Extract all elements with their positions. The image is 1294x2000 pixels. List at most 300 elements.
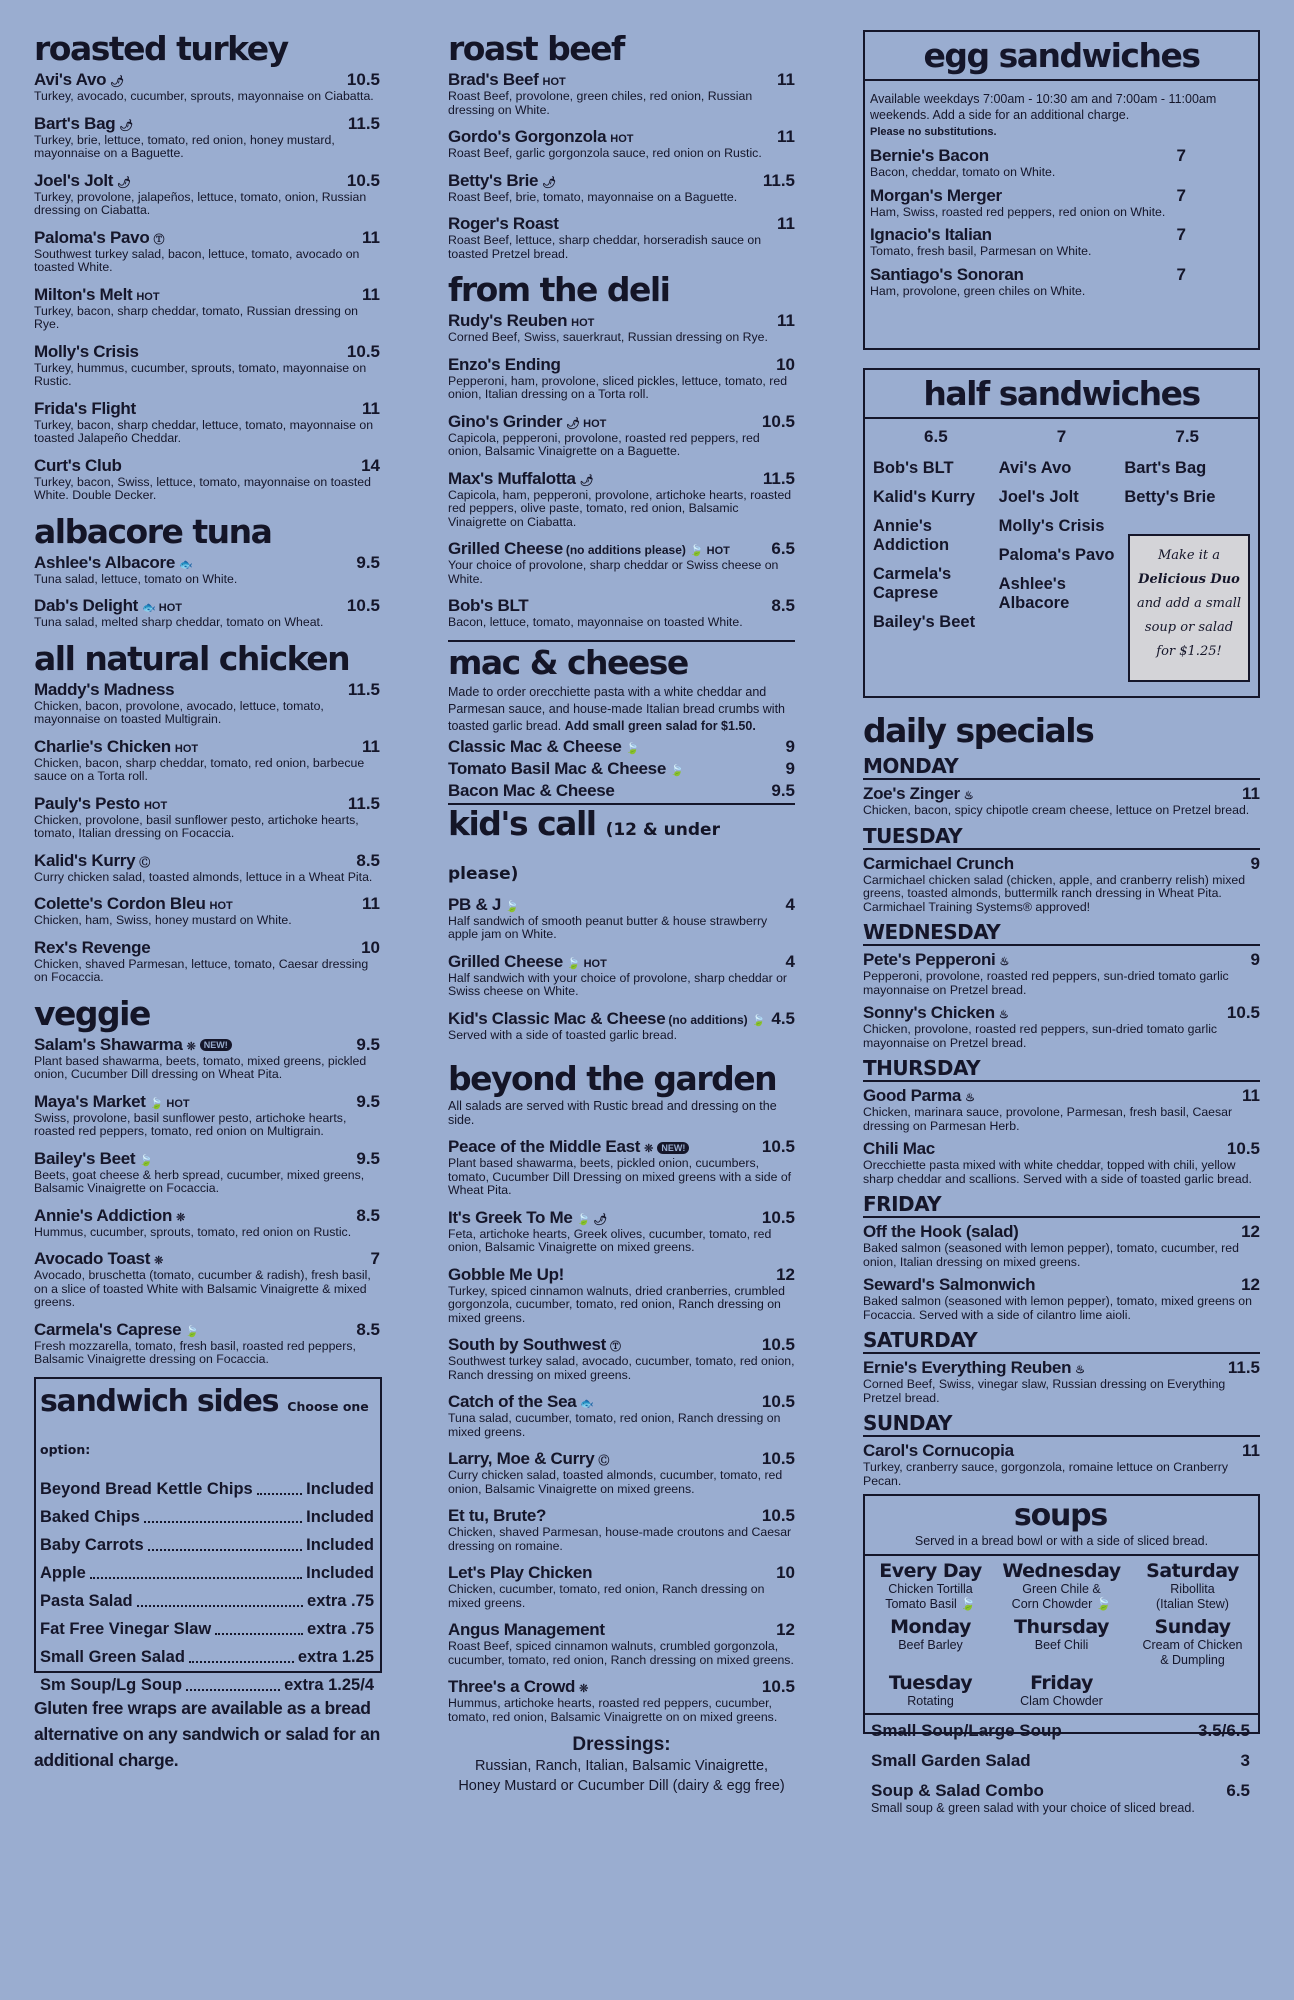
menu-item <box>863 950 1260 997</box>
menu-item <box>863 1275 1260 1322</box>
menu-item-header <box>34 596 380 616</box>
veg-icon: 🍃 <box>669 764 684 777</box>
mac-item <box>448 759 795 779</box>
delicious-duo-callout: Make it a Delicious Duo and add a small soup or salad for $1.25! <box>1128 534 1250 682</box>
egg-list <box>870 146 1248 298</box>
menu-item-title <box>448 1009 765 1029</box>
menu-item-name: Zoe's Zinger <box>863 784 960 803</box>
menu-item-price: 11 <box>777 70 795 89</box>
menu-item-header <box>34 342 380 362</box>
menu-item-title <box>448 1677 588 1697</box>
menu-item-name: PB & J <box>448 894 501 914</box>
menu-item <box>34 456 380 503</box>
soup-name-2: & Dumpling <box>1160 1653 1225 1667</box>
menu-item-price: 10.5 <box>761 1449 795 1468</box>
menu-item-header <box>448 214 795 234</box>
menu-item-description: Roast Beef, brie, tomato, mayonnaise on a Baguette. <box>448 189 738 204</box>
section-deli <box>448 271 795 630</box>
half-price: 7.5 <box>1175 427 1199 446</box>
half-column <box>999 427 1125 642</box>
menu-item-description: Pepperoni, provolone, roasted red peppers, sun-dried tomato garlic mayonnaise on Pretzel bread. <box>863 969 1229 997</box>
menu-item-description: Capicola, pepperoni, provolone, roasted red peppers, red onion, Balsamic Vinaigrette on a Baguette. <box>448 430 760 458</box>
item-list <box>34 553 380 630</box>
column-left <box>34 30 380 1773</box>
menu-item-title <box>448 1137 689 1157</box>
menu-item-price: 12 <box>1241 1222 1260 1241</box>
menu-item-price: 7 <box>1176 225 1186 244</box>
menu-item-header <box>863 1003 1260 1023</box>
menu-item <box>448 355 795 402</box>
dot-leader <box>189 1643 294 1663</box>
menu-item-price: 10 <box>776 354 795 374</box>
menu-item-header <box>448 127 795 147</box>
menu-item-header <box>34 70 380 90</box>
side-row <box>40 1587 374 1615</box>
diet-icon: 🌶 HOT <box>566 417 607 430</box>
side-name: Sm Soup/Lg Soup <box>40 1675 183 1694</box>
dressings-title: Dressings: <box>572 1734 671 1755</box>
side-price: Included <box>306 1563 374 1582</box>
mac-item <box>448 737 795 757</box>
half-item: Paloma's Pavo <box>998 546 1115 564</box>
menu-item-title <box>34 1149 153 1169</box>
soup-cell <box>996 1560 1127 1612</box>
diet-icon: HOT <box>209 900 233 912</box>
menu-item-price: 11.5 <box>762 468 795 488</box>
menu-item <box>34 1249 380 1310</box>
menu-item-description: Avocado, bruschetta (tomato, cucumber & radish), fresh basil, on a slice of toasted White with Balsamic Vinaigrette & mixed greens. <box>34 1268 371 1309</box>
menu-item-title <box>448 1208 607 1228</box>
menu-item-title <box>863 854 1014 874</box>
soup-cell <box>865 1672 996 1709</box>
menu-item-price: 10.5 <box>761 1207 795 1227</box>
menu-item-title <box>34 70 124 90</box>
menu-item <box>34 851 380 885</box>
menu-item <box>34 171 380 218</box>
soup-name: Beef Barley <box>898 1638 963 1652</box>
menu-item-price: 11 <box>1242 1441 1260 1460</box>
soup-cell <box>1127 1560 1258 1612</box>
menu-item-description: Hummus, cucumber, sprouts, tomato, red onion on Rustic. <box>34 1224 352 1239</box>
menu-item-header <box>448 1009 795 1029</box>
menu-item-header <box>34 399 380 419</box>
menu-item <box>34 938 380 985</box>
menu-item-name: Frida's Flight <box>34 398 136 418</box>
menu-item-name: Avocado Toast <box>34 1249 151 1268</box>
section-title: all natural chicken <box>34 638 350 678</box>
item-list <box>34 680 380 985</box>
menu-item-header <box>34 285 380 305</box>
menu-item <box>863 1222 1260 1269</box>
soup-price-row <box>871 1751 1250 1771</box>
menu-item-name: Kid's Classic Mac & Cheese <box>448 1008 666 1028</box>
menu-item <box>448 952 795 999</box>
diet-icon: 🍃 <box>505 900 519 913</box>
menu-item-header <box>870 265 1248 285</box>
half-item: Carmela's Caprese <box>873 565 952 602</box>
menu-item-description: Turkey, hummus, cucumber, sprouts, tomato, mayonnaise on Rustic. <box>34 360 367 388</box>
menu-item-name: Let's Play Chicken <box>448 1563 593 1582</box>
mac-item-name: Bacon Mac & Cheese <box>448 780 615 800</box>
menu-item-name: Charlie's Chicken <box>34 736 171 756</box>
menu-item-name: Ignacio's Italian <box>870 225 992 244</box>
menu-item-title <box>870 265 1024 285</box>
menu-item <box>448 1208 795 1255</box>
half-title: half sandwiches <box>865 374 1258 419</box>
menu-item <box>448 1335 795 1382</box>
soup-cell <box>865 1560 996 1612</box>
soup-day: Thursday <box>1014 1616 1109 1638</box>
menu-item-description: Roast Beef, provolone, green chiles, red onion, Russian dressing on White. <box>448 89 753 117</box>
menu-item-name: Gobble Me Up! <box>448 1264 565 1284</box>
menu-item-name: Off the Hook (salad) <box>863 1222 1019 1241</box>
menu-item-description: Capicola, ham, pepperoni, provolone, artichoke hearts, roasted red peppers, olive paste, tomato, red onion, Balsamic Vinaigrette on Ciabatta. <box>448 487 792 529</box>
side-price: Included <box>306 1535 374 1554</box>
menu-item-name: Maya's Market <box>34 1091 146 1111</box>
menu-item <box>863 1003 1260 1050</box>
menu-item <box>448 596 795 630</box>
half-price: 7 <box>1056 427 1067 446</box>
menu-item-header <box>863 784 1260 804</box>
diet-icon: 🍃 <box>139 1154 153 1167</box>
half-item: Molly's Crisis <box>998 517 1105 535</box>
menu-item-price: 4.5 <box>771 1008 795 1028</box>
menu-item <box>448 539 795 586</box>
menu-item-name: Bob's BLT <box>448 596 529 615</box>
menu-item-description: Orecchiette pasta mixed with white cheddar, topped with chili, yellow sharp cheddar and scallions. Served with a side of toasted garlic bread. <box>863 1158 1252 1186</box>
menu-item-price: 10.5 <box>346 70 380 89</box>
menu-item-header <box>34 1092 380 1112</box>
menu-item-name: Avi's Avo <box>34 70 107 89</box>
menu-item-name: Maddy's Madness <box>34 679 175 699</box>
soup-cell <box>1127 1616 1258 1668</box>
menu-item-header <box>34 171 380 191</box>
menu-item-title <box>448 412 606 432</box>
soup-name: Rotating <box>907 1694 954 1708</box>
menu-item <box>448 311 795 345</box>
menu-item-description: Southwest turkey salad, avocado, cucumber, tomato, red onion, Ranch dressing on mixed greens. <box>448 1354 795 1382</box>
menu-item-title <box>863 784 974 804</box>
mac-note: Made to order orecchiette pasta with a white cheddar and Parmesan sauce, and house-made Italian bread crumbs with toasted garlic bread. Add small green salad for $1.50. <box>448 684 785 733</box>
menu-item-description: Turkey, spiced cinnamon walnuts, dried cranberries, crumbled gorgonzola, cucumber, tomato, red onion, Ranch dressing on mixed greens. <box>448 1283 785 1325</box>
side-name: Baby Carrots <box>40 1535 144 1554</box>
menu-item-name: Seward's Salmonwich <box>863 1275 1036 1294</box>
menu-item-description: Half sandwich with your choice of provolone, sharp cheddar or Swiss cheese on White. <box>448 970 788 998</box>
menu-item <box>870 225 1248 259</box>
menu-item-title <box>34 285 160 305</box>
section-daily-specials <box>863 712 1260 1488</box>
half-column <box>873 427 999 642</box>
menu-item-description: Turkey, bacon, Swiss, lettuce, tomato, mayonnaise on toasted White. Double Decker. <box>34 474 371 502</box>
menu-item-title <box>448 1335 621 1355</box>
garden-title: beyond the garden <box>448 1059 777 1098</box>
menu-item-title <box>34 456 122 476</box>
menu-item-price: 10.5 <box>761 411 795 431</box>
menu-item-header <box>448 1563 795 1583</box>
menu-item-description: Turkey, bacon, sharp cheddar, lettuce, tomato, mayonnaise on toasted Jalapeño Cheddar. <box>34 417 374 445</box>
menu-item-price: 9 <box>1250 853 1260 873</box>
menu-item-description: Chicken, shaved Parmesan, house-made croutons and Caesar dressing on romaine. <box>448 1525 792 1553</box>
menu-item-note: (no additions) <box>668 1012 748 1027</box>
menu-item-title <box>34 1249 163 1269</box>
menu-item-title <box>448 1392 594 1412</box>
diet-icon: 🍃 HOT <box>149 1097 190 1110</box>
sides-list <box>40 1475 374 1699</box>
menu-item-title <box>448 1506 546 1526</box>
menu-item-price: 10.5 <box>761 1506 795 1525</box>
mac-item-price: 9 <box>785 758 795 778</box>
kids-title: kid's call (12 & under please) <box>448 803 720 884</box>
menu-item-description: Beets, goat cheese & herb spread, cucumber, mixed greens, Balsamic Vinaigrette on Focaccia. <box>34 1167 365 1195</box>
menu-item-price: 11 <box>362 227 380 247</box>
mac-item-name: Classic Mac & Cheese <box>448 736 622 756</box>
menu-item <box>448 1009 795 1043</box>
section-mac-cheese <box>448 640 795 801</box>
dot-leader <box>137 1587 303 1607</box>
diet-icon: HOT <box>610 133 634 145</box>
side-row <box>40 1531 374 1559</box>
soups-note: Served in a bread bowl or with a side of sliced bread. <box>865 1534 1258 1556</box>
menu-item-header <box>448 1392 795 1412</box>
menu-item-header <box>34 114 380 134</box>
diet-icon: ♨ <box>999 956 1010 968</box>
soup-cell <box>865 1616 996 1668</box>
menu-item-description: Tomato, fresh basil, Parmesan on White. <box>870 244 1092 258</box>
dot-leader <box>148 1531 303 1551</box>
diet-icon: 🍃 HOT <box>566 957 607 970</box>
section-chicken <box>34 640 380 985</box>
section-veggie <box>34 995 380 1367</box>
menu-item-price: 11.5 <box>1227 1358 1260 1377</box>
menu-item-description: Roast Beef, lettuce, sharp cheddar, horseradish sauce on toasted Pretzel bread. <box>448 233 762 261</box>
diet-icon: 🌶 <box>110 76 125 88</box>
side-name: Baked Chips <box>40 1507 140 1526</box>
menu-item-name: Gordo's Gorgonzola <box>448 127 607 146</box>
menu-item-name: Pete's Pepperoni <box>863 950 996 969</box>
menu-item-price: 11 <box>362 894 380 913</box>
menu-item-name: It's Greek To Me <box>448 1207 573 1227</box>
soup-price-value: 3 <box>1240 1751 1250 1770</box>
menu-item <box>448 1137 795 1198</box>
menu-item-name: Santiago's Sonoran <box>870 264 1024 284</box>
menu-item-name: Dab's Delight <box>34 596 139 615</box>
menu-item-title <box>34 737 198 757</box>
mac-item <box>448 781 795 801</box>
menu-item-price: 7 <box>1176 146 1186 165</box>
menu-item-description: Turkey, provolone, jalapeños, lettuce, tomato, onion, Russian dressing on Ciabatta. <box>34 189 367 217</box>
menu-item-name: Carol's Cornucopia <box>863 1441 1014 1460</box>
diet-icon: HOT <box>571 317 595 329</box>
kids-subtitle: (12 & under please) <box>448 819 720 884</box>
section-garden <box>448 1060 795 1724</box>
menu-item-name: Bailey's Beet <box>34 1148 136 1168</box>
menu-item <box>448 127 795 161</box>
menu-item-title <box>448 1265 564 1285</box>
kids-list <box>448 895 795 1043</box>
soup-cell <box>996 1672 1127 1709</box>
menu-item-name: Catch of the Sea <box>448 1392 577 1411</box>
soup-day: Monday <box>890 1616 971 1638</box>
menu-item-description: Chicken, ham, Swiss, honey mustard on White. <box>34 913 292 927</box>
menu-item-description: Turkey, cranberry sauce, gorgonzola, romaine lettuce on Cranberry Pecan. <box>863 1460 1228 1488</box>
soup-price-name: Small Garden Salad <box>871 1751 1031 1770</box>
garden-note: All salads are served with Rustic bread and dressing on the side. <box>448 1099 777 1127</box>
egg-note: Available weekdays 7:00am - 10:30 am and 7:00am - 11:00am weekends. Add a side for an additional charge. Please no substitutions. <box>870 92 1217 138</box>
dot-leader <box>215 1615 303 1635</box>
mac-title: mac & cheese <box>448 642 688 682</box>
menu-item-description: Chicken, marinara sauce, provolone, Parmesan, fresh basil, Caesar dressing on Parmesan Herb. <box>863 1105 1233 1133</box>
diet-icon: ♨ <box>963 790 974 802</box>
new-badge: NEW! <box>200 1039 232 1051</box>
menu-item-description: Chicken, bacon, spicy chipotle cream cheese, lettuce on Pretzel bread. <box>863 803 1250 817</box>
menu-item-title <box>448 127 634 147</box>
mac-item-title <box>448 737 639 757</box>
menu-item-title <box>448 539 730 559</box>
soup-price-row <box>871 1781 1250 1801</box>
menu-item-description: Chicken, bacon, provolone, avocado, lettuce, tomato, mayonnaise on toasted Multigrain. <box>34 698 324 726</box>
side-name: Pasta Salad <box>40 1591 133 1610</box>
menu-item-name: Paloma's Pavo <box>34 227 150 247</box>
menu-item-description: Roast Beef, garlic gorgonzola sauce, red onion on Rustic. <box>448 146 762 160</box>
mac-item-price: 9 <box>785 736 795 756</box>
menu-item-header <box>34 228 380 248</box>
menu-item <box>34 737 380 784</box>
specials-list <box>863 754 1260 1488</box>
menu-item-header <box>863 1275 1260 1295</box>
day-title: THURSDAY <box>863 1056 1260 1082</box>
soup-day: Saturday <box>1146 1560 1239 1582</box>
new-badge: NEW! <box>657 1142 689 1154</box>
menu-item-header <box>34 737 380 757</box>
menu-item-header <box>870 186 1248 206</box>
menu-item-header <box>863 950 1260 970</box>
menu-item-title <box>448 214 559 234</box>
menu-item-description: Curry chicken salad, toasted almonds, cucumber, tomato, red onion, Balsamic Vinaigrette on mixed greens. <box>448 1468 783 1496</box>
menu-item-description: Half sandwich of smooth peanut butter & house strawberry apple jam on White. <box>448 913 768 941</box>
menu-item-price: 11 <box>362 736 380 756</box>
menu-item-name: Peace of the Middle East <box>448 1137 641 1156</box>
menu-item <box>863 1441 1260 1488</box>
day-title: FRIDAY <box>863 1192 1260 1218</box>
menu-item-price: 12 <box>776 1620 795 1639</box>
menu-item-header <box>863 1358 1260 1378</box>
item-list <box>34 70 380 503</box>
menu-item <box>448 1620 795 1667</box>
soup-day: Tuesday <box>888 1672 973 1694</box>
menu-item <box>34 285 380 332</box>
soup-name: Clam Chowder <box>1020 1694 1103 1708</box>
menu-item-description: Tuna salad, cucumber, tomato, red onion, Ranch dressing on mixed greens. <box>448 1411 781 1439</box>
menu-item-description: Chicken, provolone, roasted red peppers, sun-dried tomato garlic mayonnaise on Pretzel bread. <box>863 1022 1218 1050</box>
side-row <box>40 1503 374 1531</box>
diet-icon: ❊ <box>176 1211 186 1224</box>
menu-item-name: South by Southwest <box>448 1335 606 1354</box>
menu-item <box>34 228 380 275</box>
menu-item <box>448 1506 795 1553</box>
menu-item-title <box>448 952 607 972</box>
sandwich-sides-box <box>34 1377 382 1694</box>
menu-item-description: Ham, provolone, green chiles on White. <box>870 283 1086 298</box>
menu-item-name: Gino's Grinder <box>448 411 563 431</box>
half-sandwiches-box <box>863 368 1260 698</box>
menu-item <box>34 70 380 104</box>
menu-item-title <box>448 355 561 375</box>
menu-item-description: Baked salmon (seasoned with lemon pepper), tomato, mixed greens on Focaccia. Served with a side of cilantro lime aioli. <box>863 1294 1252 1322</box>
dressings-text-2: Honey Mustard or Cucumber Dill (dairy & egg free) <box>458 1778 785 1794</box>
day-title: MONDAY <box>863 754 1260 780</box>
menu-item-header <box>448 952 795 972</box>
menu-item-name: Good Parma <box>863 1086 962 1105</box>
menu-item-price: 10.5 <box>761 1677 795 1696</box>
menu-item <box>863 854 1260 915</box>
menu-item-name: Curt's Club <box>34 455 122 475</box>
menu-item <box>863 1139 1260 1186</box>
menu-item-header <box>448 171 795 191</box>
diet-icon: HOT <box>143 799 168 812</box>
menu-item <box>448 1392 795 1439</box>
soup-price-name: Soup & Salad Combo <box>871 1781 1044 1800</box>
menu-item-price: 10 <box>361 937 380 957</box>
soup-day: Friday <box>1030 1672 1093 1694</box>
menu-item-name: Sonny's Chicken <box>863 1003 995 1022</box>
menu-item-title <box>863 1003 1009 1023</box>
soup-grid <box>865 1560 1258 1715</box>
side-row <box>40 1615 374 1643</box>
section-title: veggie <box>34 993 150 1033</box>
menu-item <box>34 1092 380 1139</box>
menu-item <box>870 146 1248 180</box>
menu-item-price: 8.5 <box>356 850 380 870</box>
menu-item-header <box>448 895 795 915</box>
menu-item-header <box>34 553 380 573</box>
menu-item-name: Enzo's Ending <box>448 354 561 374</box>
menu-item-price: 11 <box>777 311 795 330</box>
combo-note: Small soup & green salad with your choice of sliced bread. <box>871 1801 1195 1815</box>
menu-item-description: Plant based shawarma, beets, tomato, mixed greens, pickled onion, Cucumber Dill dressing on Wheat Pita. <box>34 1053 367 1081</box>
menu-item-title <box>34 1206 185 1226</box>
menu-item-header <box>448 1335 795 1355</box>
menu-item-description: Chicken, shaved Parmesan, lettuce, tomato, Caesar dressing on Focaccia. <box>34 956 369 984</box>
menu-item <box>448 1265 795 1326</box>
diet-icon: 🌶 <box>117 176 132 189</box>
half-item: Betty's Brie <box>1124 488 1216 506</box>
menu-item <box>34 1320 380 1367</box>
menu-item <box>448 469 795 530</box>
menu-item-price: 9.5 <box>356 552 380 572</box>
menu-item-description: Swiss, provolone, basil sunflower pesto, artichoke hearts, roasted red peppers, tomato, red onion on Multigrain. <box>34 1110 347 1138</box>
section-roasted-turkey <box>34 30 380 503</box>
diet-icon: 🌶 <box>579 474 594 487</box>
menu-item-title <box>34 794 167 814</box>
menu-item-name: Et tu, Brute? <box>448 1506 547 1525</box>
diet-icon: ❊ <box>154 1255 164 1267</box>
day-title: TUESDAY <box>863 824 1260 850</box>
diet-icon: 🌶 <box>542 176 557 189</box>
menu-item <box>448 1677 795 1724</box>
menu-item <box>448 1449 795 1496</box>
side-price: extra 1.25 <box>297 1647 374 1666</box>
side-name: Fat Free Vinegar Slaw <box>40 1619 212 1638</box>
menu-item-header <box>34 456 380 476</box>
side-price: Included <box>306 1479 374 1498</box>
item-list <box>448 311 795 630</box>
menu-item <box>34 894 380 928</box>
section-title: roast beef <box>448 29 624 68</box>
menu-item <box>448 895 795 942</box>
menu-item-name: Carmela's Caprese <box>34 1319 182 1339</box>
half-item: Ashlee's Albacore <box>998 575 1070 612</box>
menu-item-title <box>34 342 139 362</box>
